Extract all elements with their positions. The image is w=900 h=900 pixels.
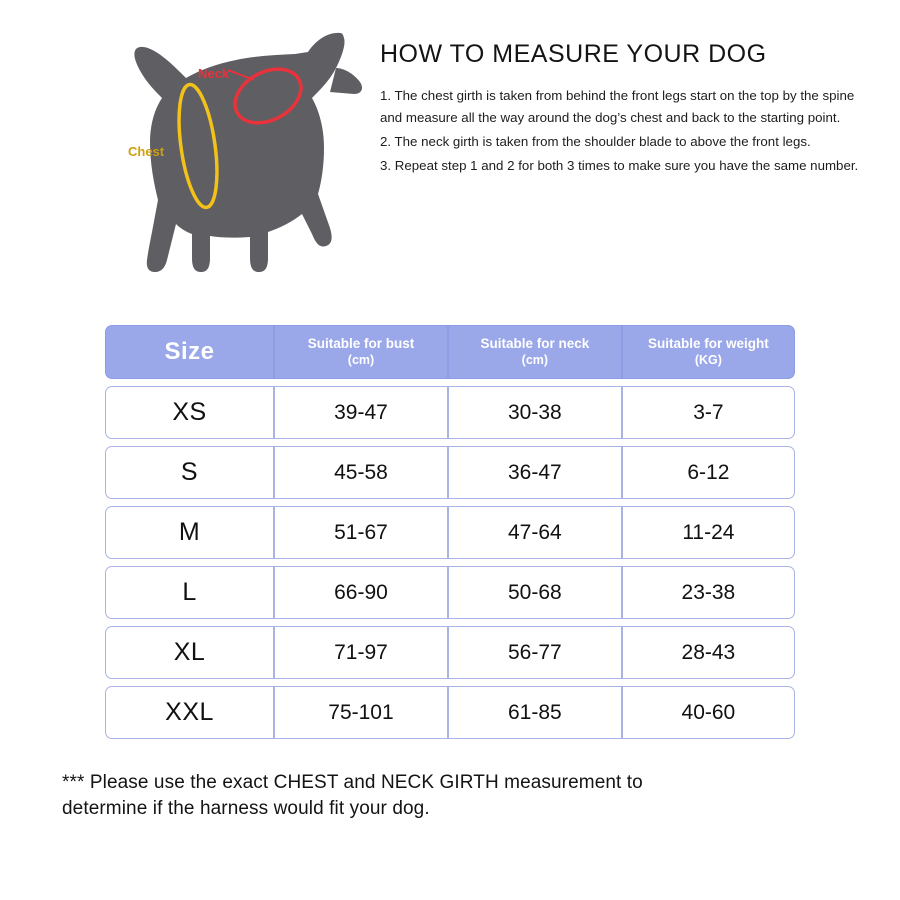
dog-diagram	[40, 18, 370, 298]
cell-weight: 6-12	[622, 446, 795, 499]
cell-size: M	[105, 506, 274, 559]
table-row	[105, 686, 795, 739]
table-row	[105, 506, 795, 559]
cell-size: XXL	[105, 686, 274, 739]
dog-silhouette-icon	[40, 18, 370, 298]
cell-bust: 51-67	[274, 506, 448, 559]
cell-bust: 66-90	[274, 566, 448, 619]
table-body	[105, 386, 795, 739]
footnote-line-2: determine if the harness would fit your dog.	[62, 797, 430, 819]
column-header-weight-label: Suitable for weight	[648, 335, 769, 351]
instruction-step-1: 1. The chest girth is taken from behind the front legs start on the top by the spine and measure all the way around the dog’s chest and back to the starting point.	[380, 88, 855, 125]
cell-size: XL	[105, 626, 274, 679]
table-row	[105, 566, 795, 619]
footnote	[0, 746, 900, 821]
cell-neck: 61-85	[448, 686, 622, 739]
cell-weight: 3-7	[622, 386, 795, 439]
column-header-neck	[448, 325, 622, 379]
table-row	[105, 446, 795, 499]
cell-size: S	[105, 446, 274, 499]
cell-neck: 36-47	[448, 446, 622, 499]
cell-bust: 75-101	[274, 686, 448, 739]
size-table-wrapper	[0, 300, 900, 746]
cell-neck: 30-38	[448, 386, 622, 439]
table-row	[105, 386, 795, 439]
cell-weight: 11-24	[622, 506, 795, 559]
column-header-bust-unit: (cm)	[347, 352, 375, 367]
page-title: HOW TO MEASURE YOUR DOG	[380, 40, 767, 68]
neck-label: Neck	[198, 66, 230, 81]
table-header-row	[105, 325, 795, 379]
cell-neck: 56-77	[448, 626, 622, 679]
cell-weight: 23-38	[622, 566, 795, 619]
cell-neck: 50-68	[448, 566, 622, 619]
column-header-bust	[274, 325, 448, 379]
instruction-step-3: 3. Repeat step 1 and 2 for both 3 times to make sure you have the same number.	[380, 157, 859, 173]
column-header-neck-label: Suitable for neck	[480, 335, 590, 351]
table-header	[105, 325, 795, 379]
cell-bust: 39-47	[274, 386, 448, 439]
top-section	[0, 0, 900, 300]
column-header-neck-unit: (cm)	[521, 352, 549, 367]
cell-neck: 47-64	[448, 506, 622, 559]
size-table	[105, 318, 795, 746]
column-header-size: Size	[105, 325, 274, 379]
cell-bust: 71-97	[274, 626, 448, 679]
cell-size: L	[105, 566, 274, 619]
cell-bust: 45-58	[274, 446, 448, 499]
chest-label: Chest	[128, 144, 165, 159]
table-row	[105, 626, 795, 679]
instruction-step-2: 2. The neck girth is taken from the shoulder blade to above the front legs.	[380, 133, 811, 149]
instructions-block	[370, 18, 860, 179]
column-header-bust-label: Suitable for bust	[307, 335, 415, 351]
cell-size: XS	[105, 386, 274, 439]
cell-weight: 40-60	[622, 686, 795, 739]
column-header-weight-unit: (KG)	[694, 352, 722, 367]
column-header-weight	[622, 325, 795, 379]
cell-weight: 28-43	[622, 626, 795, 679]
footnote-line-1: *** Please use the exact CHEST and NECK GIRTH measurement to	[62, 772, 643, 793]
